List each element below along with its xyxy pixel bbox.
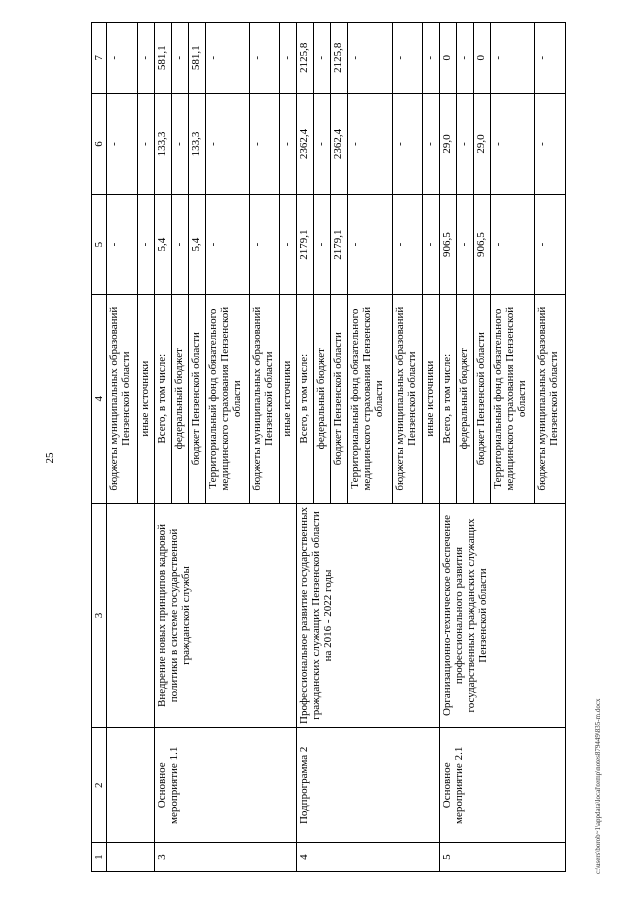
- table-row: [297, 23, 314, 872]
- cell-v6: -: [171, 93, 188, 195]
- cell-v5: 5,4: [188, 195, 205, 294]
- cell-v6: -: [314, 93, 331, 195]
- cell-source: Территориальный фонд обязательного медицинского страхования Пензенской области: [491, 294, 535, 503]
- cell-v5: -: [314, 195, 331, 294]
- cell-source: Всего, в том числе:: [297, 294, 314, 503]
- cell-v6: 29,0: [474, 93, 491, 195]
- cell-v7: -: [107, 23, 138, 94]
- cell-v7: -: [205, 23, 249, 94]
- cell-v7: 0: [474, 23, 491, 94]
- cell-source: федеральный бюджет: [457, 294, 474, 503]
- cell-v6: -: [137, 93, 154, 195]
- cell-v5: 5,4: [154, 195, 171, 294]
- cell-source: иные источники: [280, 294, 297, 503]
- cell-desc: Профессиональное развитие государственных гражданских служащих Пензенской области на 2016 - 2022 годы: [297, 503, 440, 728]
- cell-v5: -: [249, 195, 280, 294]
- header-cell: 4: [92, 294, 107, 503]
- cell-v5: -: [392, 195, 423, 294]
- cell-v6: -: [249, 93, 280, 195]
- header-cell: 5: [92, 195, 107, 294]
- cell-v7: -: [392, 23, 423, 94]
- cell-v7: -: [137, 23, 154, 94]
- cell-v7: -: [535, 23, 566, 94]
- cell-source: Всего, в том числе:: [440, 294, 457, 503]
- header-cell: 6: [92, 93, 107, 195]
- footer-file-path: c:\users\borob~1\appdata\local\temp\notes879449\835-m.docx: [594, 698, 602, 874]
- cell-v6: 2362,4: [331, 93, 348, 195]
- cell-v5: 906,5: [474, 195, 491, 294]
- cell-source: бюджет Пензенской области: [331, 294, 348, 503]
- budget-table-container: [91, 22, 566, 872]
- budget-table: [91, 22, 566, 872]
- cell-v5: -: [171, 195, 188, 294]
- cell-v5: -: [491, 195, 535, 294]
- cell-source: бюджеты муниципальных образований Пензенской области: [107, 294, 138, 503]
- cell-v6: 29,0: [440, 93, 457, 195]
- cell-desc: [107, 503, 155, 728]
- cell-v7: -: [348, 23, 392, 94]
- cell-v5: 2179,1: [331, 195, 348, 294]
- cell-v7: -: [457, 23, 474, 94]
- cell-v6: -: [535, 93, 566, 195]
- cell-source: Всего, в том числе:: [154, 294, 171, 503]
- cell-desc: Организационно-техническое обеспечение профессионального развития государственных гражданских служащих Пензенской области: [440, 503, 566, 728]
- cell-v7: -: [171, 23, 188, 94]
- cell-v5: -: [423, 195, 440, 294]
- cell-name: Подпрограмма 2: [297, 728, 440, 843]
- cell-v6: -: [280, 93, 297, 195]
- cell-v5: -: [348, 195, 392, 294]
- cell-v7: 0: [440, 23, 457, 94]
- header-cell: 7: [92, 23, 107, 94]
- cell-v7: -: [280, 23, 297, 94]
- cell-v7: 581,1: [154, 23, 171, 94]
- cell-v5: 2179,1: [297, 195, 314, 294]
- cell-source: иные источники: [137, 294, 154, 503]
- cell-name: [107, 728, 155, 843]
- cell-source: бюджет Пензенской области: [188, 294, 205, 503]
- cell-v7: -: [314, 23, 331, 94]
- cell-v7: 581,1: [188, 23, 205, 94]
- header-row: [92, 23, 107, 872]
- table-row: [107, 23, 138, 872]
- cell-v6: -: [457, 93, 474, 195]
- table-row: [440, 23, 457, 872]
- cell-v7: -: [249, 23, 280, 94]
- cell-v5: -: [535, 195, 566, 294]
- cell-source: иные источники: [423, 294, 440, 503]
- cell-v6: -: [107, 93, 138, 195]
- cell-v5: -: [280, 195, 297, 294]
- page-number: 25: [44, 452, 56, 464]
- cell-source: бюджеты муниципальных образований Пензенской области: [535, 294, 566, 503]
- cell-v6: -: [205, 93, 249, 195]
- cell-v5: -: [205, 195, 249, 294]
- cell-num: 5: [440, 843, 566, 872]
- cell-source: Территориальный фонд обязательного медицинского страхования Пензенской области: [205, 294, 249, 503]
- cell-v7: 2125,8: [331, 23, 348, 94]
- cell-source: бюджеты муниципальных образований Пензенской области: [392, 294, 423, 503]
- cell-v7: -: [491, 23, 535, 94]
- cell-name: Основное мероприятие 1.1: [154, 728, 297, 843]
- cell-num: 4: [297, 843, 440, 872]
- cell-source: федеральный бюджет: [171, 294, 188, 503]
- cell-source: федеральный бюджет: [314, 294, 331, 503]
- cell-v7: 2125,8: [297, 23, 314, 94]
- cell-num: 3: [154, 843, 297, 872]
- cell-v6: -: [423, 93, 440, 195]
- cell-v7: -: [423, 23, 440, 94]
- cell-name: Основное мероприятие 2.1: [440, 728, 566, 843]
- cell-source: бюджеты муниципальных образований Пензенской области: [249, 294, 280, 503]
- header-cell: 2: [92, 728, 107, 843]
- cell-source: бюджет Пензенской области: [474, 294, 491, 503]
- cell-v5: -: [107, 195, 138, 294]
- cell-v6: 133,3: [188, 93, 205, 195]
- cell-v5: 906,5: [440, 195, 457, 294]
- cell-v6: -: [491, 93, 535, 195]
- cell-v5: -: [137, 195, 154, 294]
- cell-v6: 133,3: [154, 93, 171, 195]
- cell-v6: -: [392, 93, 423, 195]
- cell-v5: -: [457, 195, 474, 294]
- cell-v6: -: [348, 93, 392, 195]
- cell-desc: Внедрение новых принципов кадровой политики в системе государственной гражданской службы: [154, 503, 297, 728]
- cell-num: [107, 843, 155, 872]
- cell-v6: 2362,4: [297, 93, 314, 195]
- table-row: [154, 23, 171, 872]
- header-cell: 1: [92, 843, 107, 872]
- cell-source: Территориальный фонд обязательного медицинского страхования Пензенской области: [348, 294, 392, 503]
- header-cell: 3: [92, 503, 107, 728]
